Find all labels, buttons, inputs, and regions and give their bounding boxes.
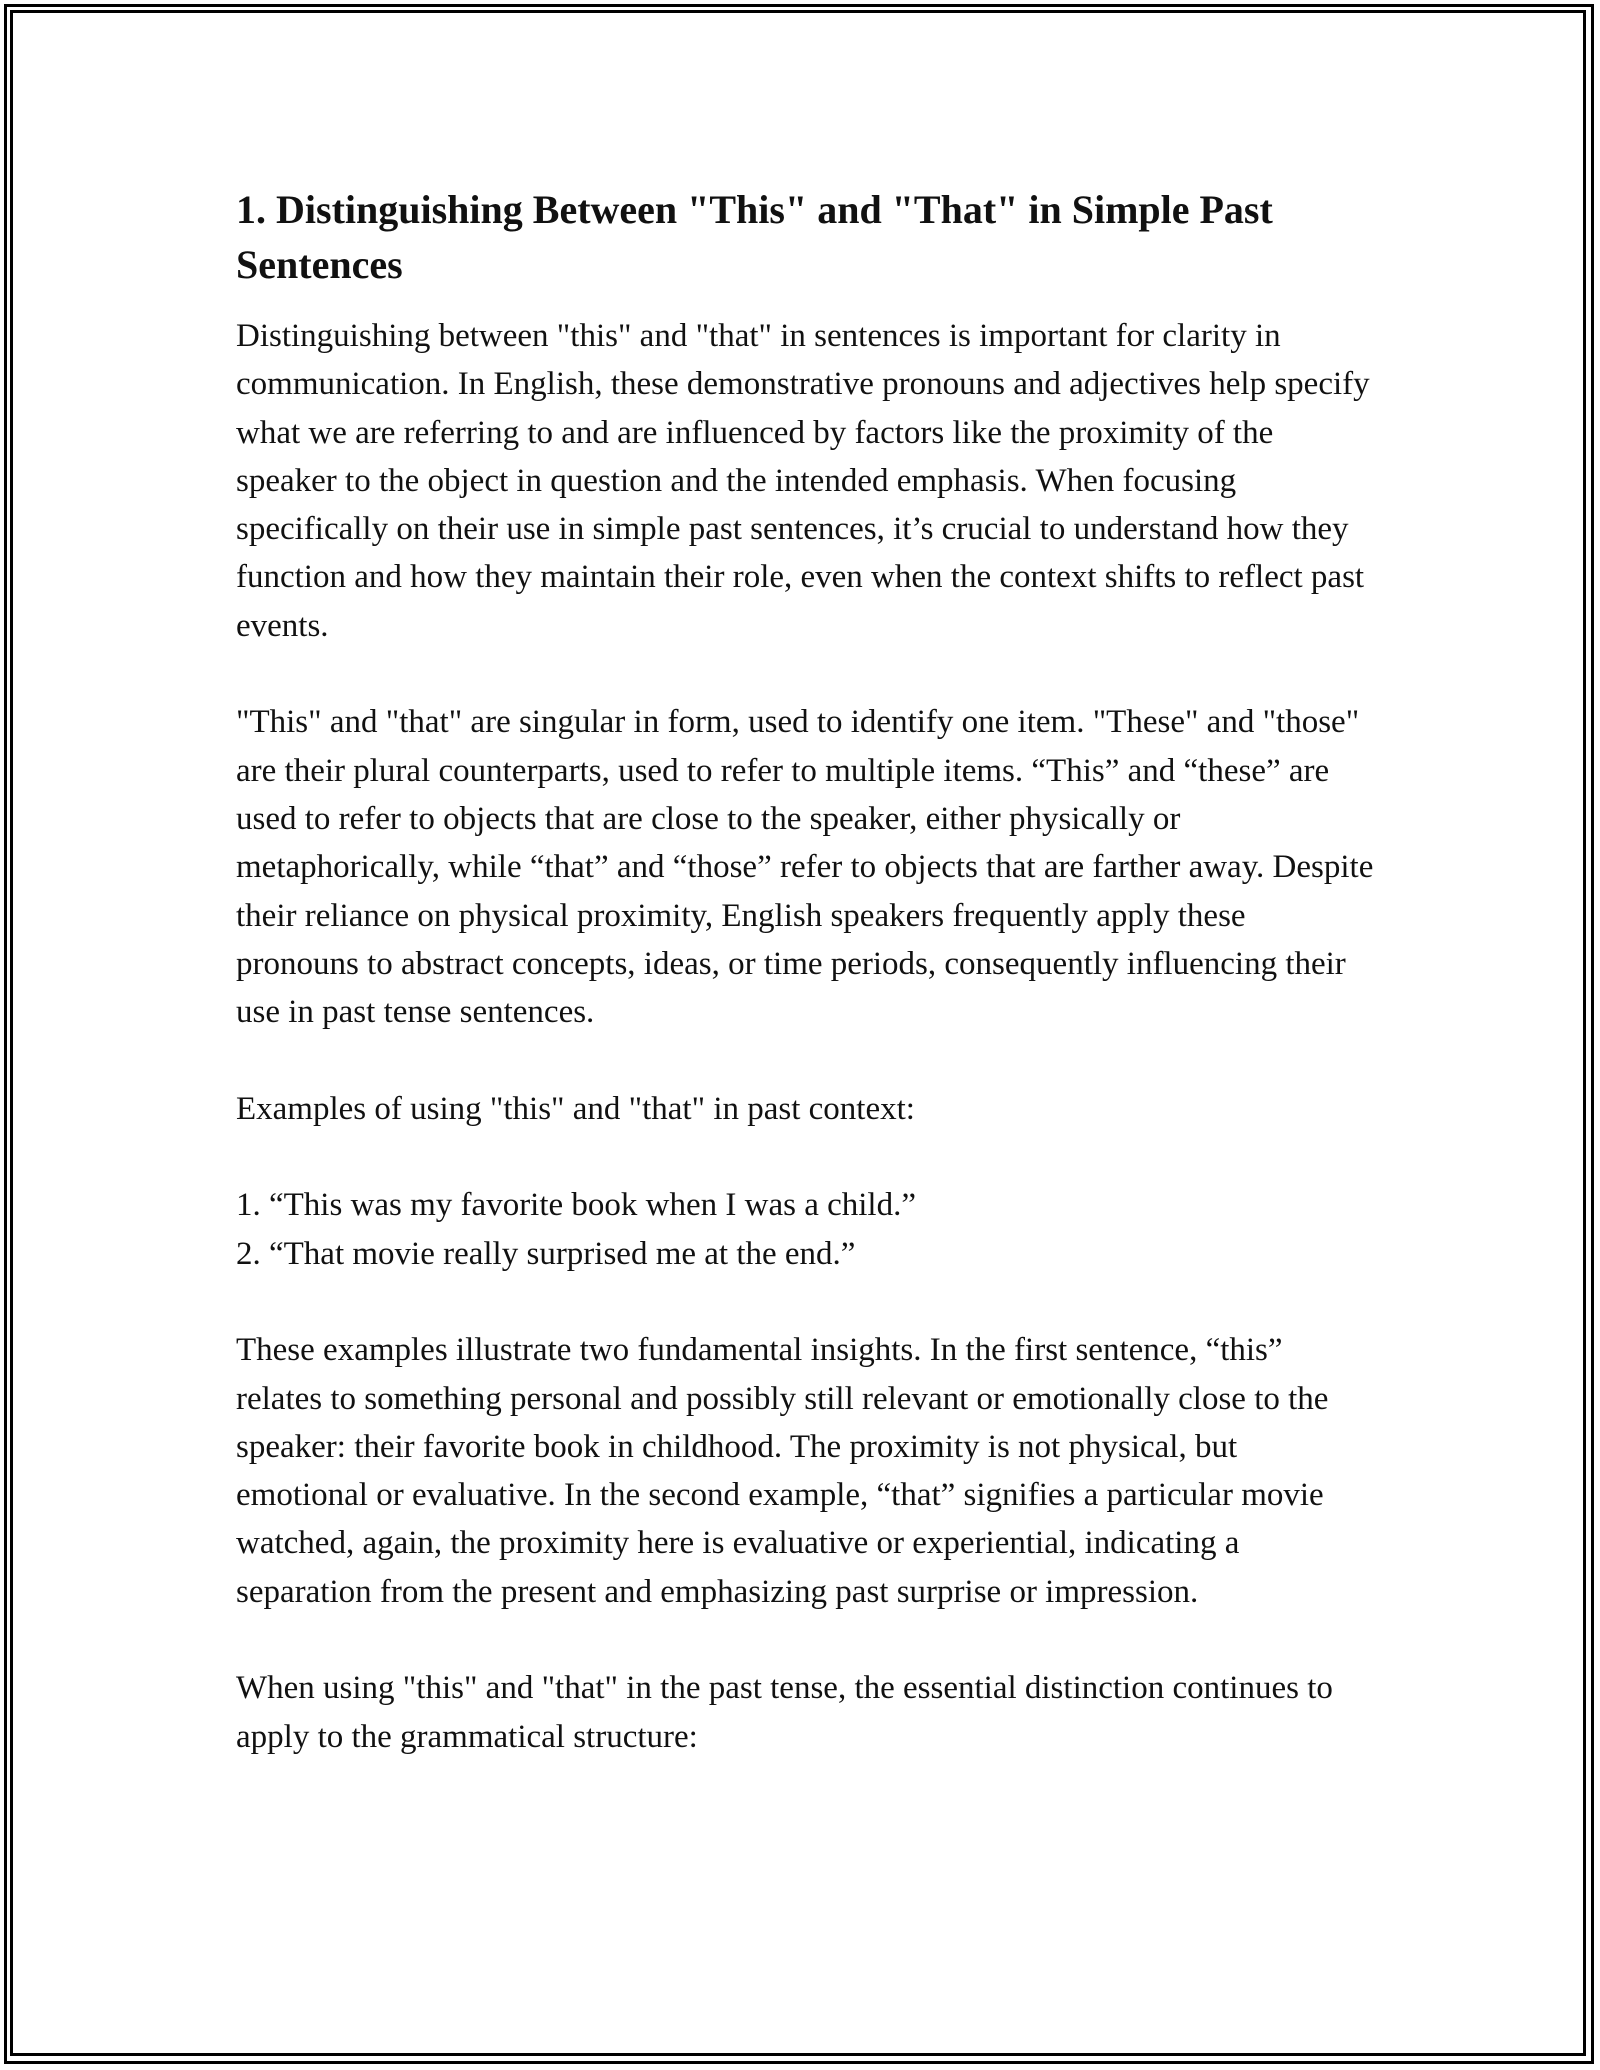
example-item: 1. “This was my favorite book when I was a child.” (236, 1187, 916, 1224)
insights-paragraph: These examples illustrate two fundamental insights. In the first sentence, “this” relates to something personal and possibly still relevant or emotionally close to the speaker: their favorite book in childhood. The proximity is not physical, but emotional or evaluative. In the second example, “that” signifies a particular movie watched, again, the proximity here is evaluative or experiential, indicating a separation from the present and emphasizing past surprise or impression. (236, 1332, 1329, 1610)
singular-plural-paragraph: "This" and "that" are singular in form, used to identify one item. "These" and "those" are their plural counterparts, used to refer to multiple items. “This” and “these” are used to refer to objects that are close to the speaker, either physically or metaphorically, while “that” and “those” refer to objects that are farther away. Despite their reliance on physical proximity, English speakers frequently apply these pronouns to abstract concepts, ideas, or time periods, consequently influencing their use in past tense sentences. (236, 704, 1374, 1031)
examples-intro-paragraph: Examples of using "this" and "that" in past context: (236, 1090, 915, 1127)
document-body (236, 182, 1376, 1809)
section-heading: 1. Distinguishing Between "This" and "That" in Simple Past Sentences (236, 187, 1273, 287)
example-item: 2. “That movie really surprised me at the end.” (236, 1235, 856, 1272)
intro-paragraph: Distinguishing between "this" and "that" in sentences is important for clarity in communication. In English, these demonstrative pronouns and adjectives help specify what we are referring to and are influenced by factors like the proximity of the speaker to the object in question and the intended emphasis. When focusing specifically on their use in simple past sentences, it’s crucial to understand how they function and how they maintain their role, even when the context shifts to reflect past events. (236, 318, 1370, 644)
examples-list (236, 1181, 1376, 1278)
past-tense-paragraph: When using "this" and "that" in the past tense, the essential distinction continues to apply to the grammatical structure: (236, 1670, 1333, 1755)
